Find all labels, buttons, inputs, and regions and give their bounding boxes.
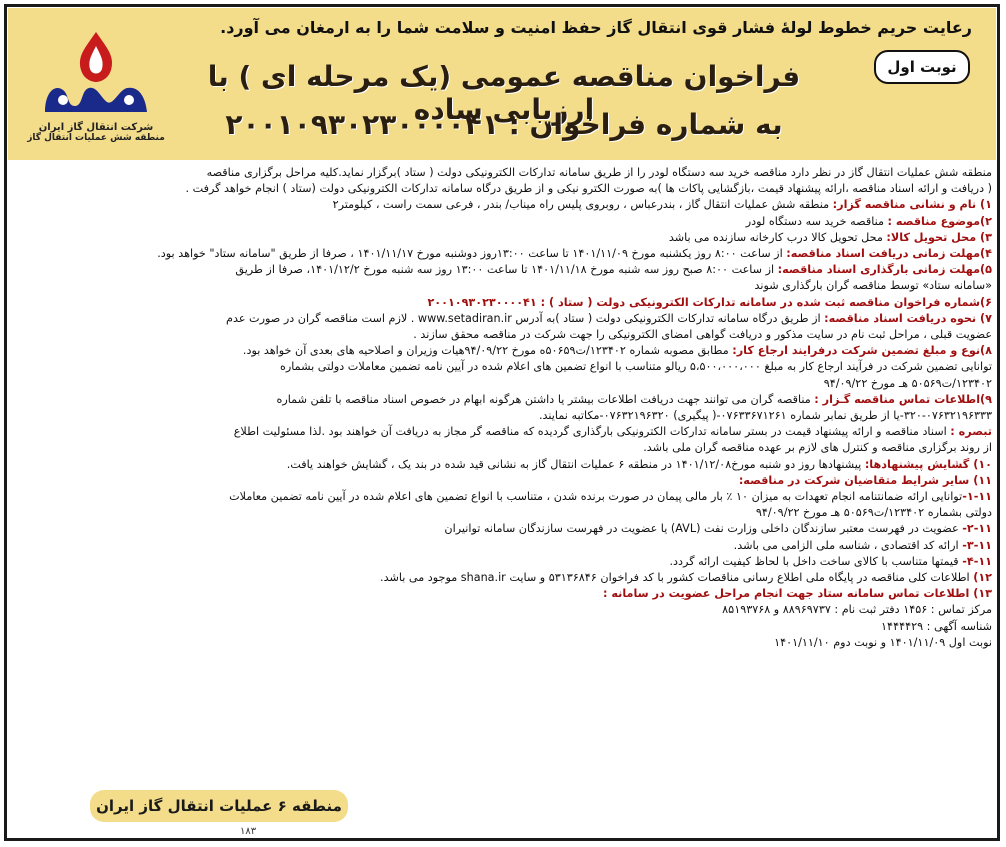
list-item <box>14 440 992 456</box>
item-text: توانایی ارائه ضمانتنامه انجام تعهدات به میزان ۱۰ ٪ بار مالی پیمان در صورت برنده شدن ، متناسب با انواع تضمین های اعلام شده در آیین نامه تضمین معاملات <box>229 490 963 504</box>
list-item <box>14 586 992 602</box>
list-item <box>14 230 992 246</box>
item-label: ۱۰) گشایش پیشنهادها: <box>864 457 992 471</box>
item-label: ۴-۱۱- <box>962 554 992 568</box>
list-item <box>14 376 992 392</box>
company-logo <box>22 28 170 158</box>
page-title: فراخوان مناقصه عمومی (یک مرحله ای ) با ارزیابی ساده <box>207 60 801 126</box>
item-text: دولتی بشماره ۱۲۳۴۰۲/ت۵۰۵۶۹ هـ مورخ ۹۴/۰۹/۲۲ <box>755 506 992 520</box>
logo-company-name: شرکت انتقال گاز ایران <box>38 122 154 133</box>
ad-body <box>14 165 992 651</box>
tender-number-title: به شماره فراخوان : ۲۰۰۱۰۹۳۰۲۳۰۰۰۰۴۱ <box>225 108 783 141</box>
list-item <box>14 278 992 294</box>
logo-region-name: منطقه شش عملیات انتقال گاز <box>27 133 165 143</box>
item-text: مرکز تماس : ۱۴۵۶ دفتر ثبت نام : ۸۸۹۶۹۷۳۷ و ۸۵۱۹۳۷۶۸ <box>722 603 992 617</box>
item-text: توانایی تضمین شرکت در فرآیند ارجاع کار به مبلغ ۵،۵۰۰،۰۰۰،۰۰۰ ریالو متناسب با انواع تضمین های اعلام شده در آیین نامه تضمین معاملات دولتی بشماره <box>279 360 992 374</box>
item-text: ۱۲۳۴۰۲/ت۵۰۵۶۹ هـ مورخ ۹۴/۰۹/۲۲ <box>823 376 992 390</box>
list-item <box>14 262 992 278</box>
list-item <box>14 408 992 424</box>
item-label: ۲-۱۱- <box>962 522 992 536</box>
item-text: از روند برگزاری مناقصه و کنترل های لازم بر عهده مناقصه گران ملی باشد. <box>643 441 992 455</box>
item-text: اسناد مناقصه و ارائه پیشنهاد قیمت در بستر سامانه تدارکات الکترونیکی بارگذاری گردیده که مناقصه گر مجاز به دریافت آن خواهند بود .لذا مسئولیت اطلاع <box>233 425 951 439</box>
round-badge: نوبت اول <box>874 50 970 84</box>
list-item <box>14 457 992 473</box>
item-text: قیمتها متناسب با کالای ساخت داخل با لحاظ کیفیت ارائه گردد. <box>669 554 963 568</box>
item-text: منطقه شش عملیات انتقال گاز ، بندرعباس ، روبروی پلیس راه میناب/ بندر ، فرعی سمت راست ، کیلومتر۲ <box>332 198 833 212</box>
item-label: ۵)مهلت زمانی بارگذاری اسناد مناقصه: <box>777 263 992 277</box>
item-text: پیشنهادها روز دو شنبه مورخ۱۴۰۱/۱۲/۰۸ در منطقه ۶ عملیات انتقال گاز به نشانی قید شده در بند یک ، گشایش خواهند یافت. <box>286 457 865 471</box>
list-item <box>14 392 992 408</box>
list-item <box>14 635 992 651</box>
list-item <box>14 602 992 618</box>
item-label: ۱) نام و نشانی مناقصه گزار: <box>832 198 992 212</box>
item-label: تبصره : <box>950 425 992 439</box>
list-item <box>14 473 992 489</box>
item-text: «سامانه ستاد» توسط مناقصه گران بارگذاری شوند <box>754 279 992 293</box>
item-text: مناقصه خرید سه دستگاه لودر <box>745 214 888 228</box>
list-item <box>14 359 992 375</box>
item-label: ۱۱) سایر شرایط متقاضیان شرکت در مناقصه: <box>738 473 992 487</box>
item-text: از ساعت ۸:۰۰ صبح روز سه شنبه مورخ ۱۴۰۱/۱۱/۱۸ تا ساعت ۱۳:۰۰ روز سه شنبه مورخ ۱۴۰۱/۱۲/۲، صرفا از طریق <box>235 263 778 277</box>
item-text: مطابق مصوبه شماره ۱۲۳۴۰۲/ت۵۰۶۵۹ه مورخ ۹۴/۰۹/۲۲هیات وزیران و اصلاحیه های بعدی آن خواهد بود. <box>242 344 733 358</box>
item-label: ۴)مهلت زمانی دریافت اسناد مناقصه: <box>786 247 992 261</box>
item-label: ۳) محل تحویل کالا: <box>886 230 992 244</box>
list-item <box>14 538 992 554</box>
item-label: ۱-۱۱- <box>962 490 992 504</box>
list-item <box>14 246 992 262</box>
item-text: نوبت اول ۱۴۰۱/۱۱/۰۹ و نوبت دوم ۱۴۰۱/۱۱/۱۰ <box>774 635 992 649</box>
list-item <box>14 214 992 230</box>
list-item <box>14 521 992 537</box>
list-item <box>14 197 992 213</box>
intro-line: منطقه شش عملیات انتقال گاز در نظر دارد مناقصه خرید سه دستگاه لودر را از طریق سامانه تدارکات الکترونیکی دولت ( ستاد )برگزار نماید.کلیه مراحل برگزاری مناقصه <box>206 166 992 179</box>
item-text: عضویت در فهرست معتبر سازندگان داخلی وزارت نفت (AVL) یا عضویت در فهرست سازندگان سامانه توانیران <box>444 522 963 536</box>
header-banner <box>8 8 996 160</box>
flame-logo-icon <box>37 28 155 120</box>
page-number: ۱۸۳ <box>240 826 257 837</box>
item-text: ارائه کد اقتصادی ، شناسه ملی الزامی می باشد. <box>733 538 963 552</box>
list-item <box>14 570 992 586</box>
item-label: ۸)نوع و مبلغ تضمین شرکت درفرایند ارجاع کار: <box>732 344 992 358</box>
item-label: ۶)شماره فراخوان مناقصه ثبت شده در سامانه تدارکات الکترونیکی دولت ( ستاد ) : <box>540 295 992 309</box>
list-item <box>14 619 992 635</box>
item-label: ۱۲) <box>973 571 992 585</box>
list-item <box>14 424 992 440</box>
region-footer-badge: منطقه ۶ عملیات انتقال گاز ایران <box>90 790 348 822</box>
item-text: مناقصه گران می توانند جهت دریافت اطلاعات بیشتر یا داشتن هرگونه ابهام در خصوص اسناد مناقصه با تلفن شماره <box>276 392 815 406</box>
list-item <box>14 343 992 359</box>
item-label: ۹)اطلاعات تماس مناقصه گـزار : <box>814 392 992 406</box>
list-item <box>14 327 992 343</box>
item-text: از ساعت ۸:۰۰ روز یکشنبه مورخ ۱۴۰۱/۱۱/۰۹ تا ساعت ۱۳:۰۰روز دوشنبه مورخ ۱۴۰۱/۱۱/۱۷ ، صرفا از طریق "سامانه ستاد" خواهد بود. <box>157 247 787 261</box>
item-label: ۱۳) اطلاعات تماس سامانه ستاد جهت انجام مراحل عضویت در سامانه : <box>603 587 992 601</box>
item-text: ۲۰۰۱۰۹۳۰۲۳۰۰۰۰۴۱ <box>427 295 541 309</box>
item-text: از طریق درگاه سامانه تدارکات الکترونیکی دولت ( ستاد )به آدرس www.setadiran.ir . لازم است مناقصه گران در صورت عدم <box>226 311 825 325</box>
list-item <box>14 505 992 521</box>
item-text: ۳۲۰-۰۷۶۳۲۱۹۶۳۳۳-یا از طریق نمابر شماره ۰۷۶۳۳۶۷۱۲۶۱-( پیگیری) ۰۷۶۳۲۱۹۶۳۲۰-مکاتبه نمایند. <box>539 409 992 423</box>
list-item <box>14 554 992 570</box>
item-text: عضویت قبلی ، مراحل ثبت نام در سایت مذکور و دریافت گواهی امضای الکترونیکی را جهت شرکت در مناقصه محقق سازند . <box>413 328 992 342</box>
item-text: محل تحویل کالا درب کارخانه سازنده می باشد <box>668 230 887 244</box>
list-item <box>14 311 992 327</box>
list-item <box>14 295 992 311</box>
item-label: ۷) نحوه دریافت اسناد مناقصه: <box>824 311 992 325</box>
item-text: اطلاعات کلی مناقصه در پایگاه ملی اطلاع رسانی مناقصات کشور با کد فراخوان ۵۳۱۳۶۸۴۶ و سایت shana.ir موجود می باشد. <box>380 571 974 585</box>
list-item <box>14 489 992 505</box>
item-label: ۲)موضوع مناقصه : <box>887 214 992 228</box>
intro-line: ( دریافت و ارائه اسناد مناقصه ،ارائه پیشنهاد قیمت ،بازگشایی پاکات ها )به صورت الکترو نیکی و از طریق درگاه سامانه تدارکات الکترونیکی دولت (ستاد ) انجام خواهد گرفت . <box>185 182 992 196</box>
safety-notice: رعایت حریم خطوط لولهٔ فشار قوی انتقال گاز حفظ امنیت و سلامت شما را به ارمغان می آورد. <box>220 18 972 37</box>
item-text: شناسه آگهی : ۱۴۴۴۴۲۹ <box>881 619 992 633</box>
item-label: ۳-۱۱- <box>962 538 992 552</box>
